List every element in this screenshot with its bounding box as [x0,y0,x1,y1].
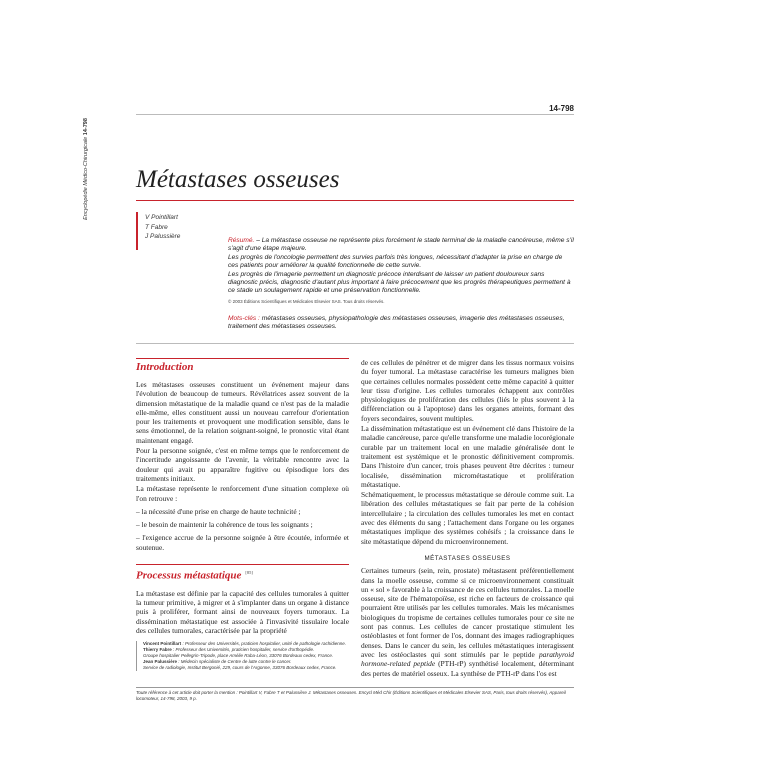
keywords-label: Mots-clés : [228,315,260,322]
author-name: V Pointillart [145,214,178,221]
top-divider [136,114,574,115]
affiliation-line [143,665,351,671]
body-paragraph: La dissémination métastatique est un événement clé dans l'histoire de la maladie cancéreuse, parce qu'elle transforme une maladie locorégionale curable par un traitement local en une maladie généralisée dont le traitement est systémique et le pronostic définitivement compromis. Dans l'histoire d'un cancer, trois phases peuvent être décrites : tumeur localisée, dissémination micrométastatique et prolifération métastatique. [361,424,574,489]
body-divider [136,343,574,344]
affiliation-text: : Médecin spécialiste de Centre de lutte contre le cancer. [177,659,292,664]
affiliation-text: : Professeur des Universités, praticien hospitalier, unité de pathologie rachidienne. [181,641,347,646]
article-title: Métastases osseuses [136,166,340,193]
author-name: J Palussière [145,233,181,240]
affiliation-text: Service de radiologie, Institut Bergonié, 229, cours de l'Argonne, 33076 Bordeaux cedex, France. [143,665,337,670]
affiliation-name: Thierry Fabre [143,647,172,652]
keywords [228,315,574,332]
body-paragraph: Schématiquement, le processus métastatique se déroule comme suit. La libération des cellules métastatiques se fait par perte de la cohésion intercellulaire ; la circulation des cellules tumorales les met en contact avec des éléments du sang ; l'attachement dans l'organe ou les organes métastatiques implique des systèmes cohésifs ; la croissance dans le site métastatique dépend du microenvironnement. [361,490,574,546]
body-paragraph [361,566,574,678]
abstract [228,237,574,306]
section-heading-processus [136,564,349,583]
right-column [361,358,574,679]
authors-accent-bar [136,212,138,250]
abstract-line: Les progrès de l'imagerie permettent un diagnostic précoce interdisant de laisser un patient douloureux sans diagnostic précis, diagnostic d'autant plus important à faire précocement que les progrès thérapeutiques permettent à ce stade un soulagement rapide et une préservation fonctionnelle. [228,270,571,295]
abstract-line [228,237,574,254]
author-affiliations [136,641,351,671]
intro-list [136,507,349,552]
paragraph-text: (PTH-rP) synthétisé localement, déterminant des pertes de matériel osseux. La synthèse de PTH-rP dans l'os est [361,659,574,678]
body-paragraph: de ces cellules de pénétrer et de migrer dans les tissus normaux voisins du foyer tumoral. La métastase caractérise les tumeurs malignes bien que certaines cellules normales possèdent cette même capacité à quitter leur tissu d'origine. Les cellules tumorales échappent aux contrôles physiologiques de prolifération des cellules (liés le plus souvent à la différenciation ou à l'apoptose) dans les organes atteints, formant des foyers secondaires, souvent multiples. [361,358,574,423]
footer-divider [136,687,574,688]
sidebar-doc-number: 14-798 [83,118,89,136]
affiliation-text: : Professeur des Universités, praticien hospitalier, service d'orthopédie. [171,647,315,652]
abstract-label: Résumé. [228,237,255,244]
left-column [136,358,349,636]
sidebar-journal-label [80,114,92,224]
sidebar-journal-name: Encyclopédie Médico-Chirurgicale [83,136,89,220]
abstract-text: – La métastase osseuse ne représente plus forcément le stade terminal de la maladie cancéreuse, même s'il s'agit d'une étape majeure. [228,237,574,253]
affiliation-text: Groupe hospitalier Pellegrin-Tripode, place Amélie Raba-Léon, 33076 Bordeaux cedex, France. [143,653,334,658]
affiliation-name: Jean Palussière [143,659,178,664]
list-item: – le besoin de maintenir la cohérence de tous les soignants ; [136,520,313,530]
intro-paragraph: Les métastases osseuses constituent un événement majeur dans l'évolution de beaucoup de tumeurs. Révélatrices assez souvent de la dimension métastatique de la maladie quand ce n'est pas de la maladie elle-même, elles constituent aussi un nouveau carrefour d'orientation pour les traitements et provoquent une modification sensible, dans le sens émotionnel, de la relation soignant-soigné, le pronostic vital étant maintenant engagé. [136,380,349,445]
list-item: – la nécessité d'une prise en charge de haute technicité ; [136,506,301,516]
author-list [145,213,180,242]
list-item: – l'exigence accrue de la personne soignée à être écoutée, informée et soutenue. [136,533,349,552]
paragraph-text: Certaines tumeurs (sein, rein, prostate) métastasent préférentiellement dans la moelle osseuse, comme si ce microenvironnement constituait un « sol » favorable à la croissance de ces cellules tumorales. La moelle osseuse, site de l'hématopoïèse, est riche en facteurs de croissance qui pourraient être utilisés par les cellules tumorales. Mais les mécanismes biologiques du tropisme de certaines cellules tumorales pour ce site ne sont pas connus. Les cellules de cancer prostatique stimulent les ostéoblastes et font former de l'os, donnant des images radiographiques denses. Dans le cancer du sein, les cellules métastatiques interagissent avec les ostéoclastes qui sont stimulés par le peptide [361,566,574,659]
intro-paragraph: Pour la personne soignée, c'est en même temps que le renforcement de l'incertitude angoissante de l'avenir, la véritable rencontre avec la douleur qui avait pu apparaître fugitive ou épisodique lors des traitements initiaux. [136,446,349,483]
section-heading-text: Processus métastatique [136,569,242,582]
section-heading-introduction: Introduction [136,358,349,374]
affiliation-name: Vincent Pointillart [143,641,182,646]
reference-marker: [85] [245,570,253,576]
keywords-text: métastases osseuses, physiopathologie des métastases osseuses, imagerie des métastases osseuses, traitement des métastases osseuses. [228,315,565,331]
citation-footer: Toute référence à cet article doit porter la mention : Pointillart V, Fabre T et Palussière J. Métastases osseuses. Encycl Méd Chir (Éditions Scientifiques et Médicales Elsevier SAS, Paris, tous droits réservés), Appareil locomoteur, 14-798, 2003, 9 p. [136,690,566,701]
author-name: T Fabre [145,223,168,231]
title-divider [136,200,574,201]
copyright-notice: © 2003 Éditions Scientifiques et Médicales Elsevier SAS. Tous droits réservés. [228,298,385,304]
subsection-heading: MÉTASTASES OSSEUSES [424,554,511,562]
process-paragraph: La métastase est définie par la capacité des cellules tumorales à quitter la tumeur primitive, à migrer et à s'implanter dans un organe à distance puis à proliférer, formant ainsi de nouveaux foyers tumoraux. La dissémination métastatique est associée à l'invasivité tissulaire locale des cellules tumorales, caractérisée par la propriété [136,588,349,635]
intro-paragraph: La métastase représente le renforcement d'une situation complexe où l'on retrouve : [136,484,349,503]
document-number: 14-798 [549,104,574,113]
abstract-line: Les progrès de l'oncologie permettent des survies parfois très longues, nécessitant d'adapter la prise en charge de ces patients pour améliorer la qualité fonctionnelle de cette survie. [228,253,563,270]
paragraph-italic-term: parathyroid hormone-related peptide [361,649,574,669]
